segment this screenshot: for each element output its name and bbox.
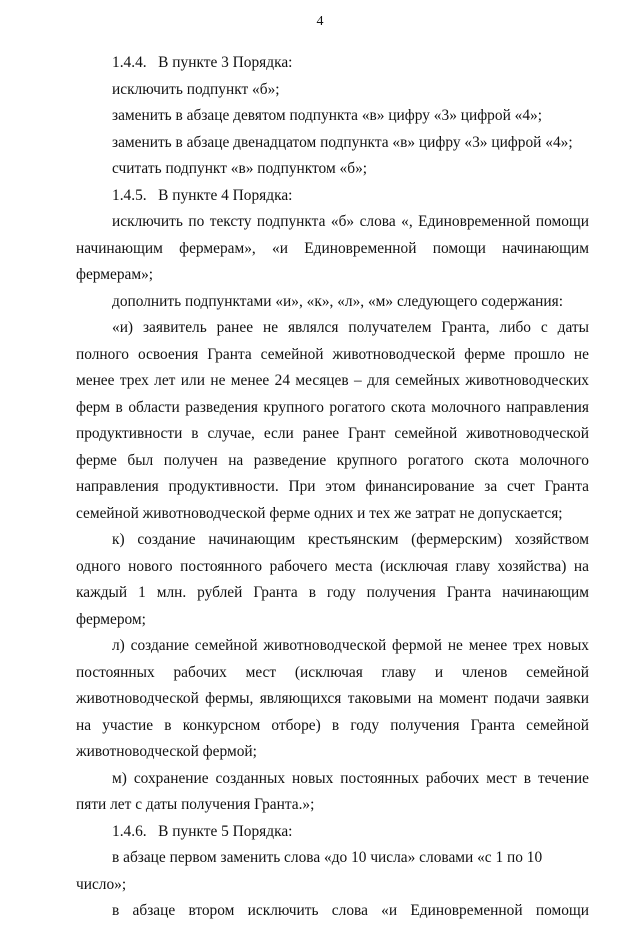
subpoint-k: к) создание начинающим крестьянским (фермерским) хозяйством одного нового постоянного рабочего места (исключая главу хозяйства) на каждый 1 млн. рублей Гранта в году получения Гранта начинающим фермером; bbox=[76, 531, 589, 628]
list-item: считать подпункт «в» подпунктом «б»; bbox=[112, 160, 368, 177]
subpoint-l: л) создание семейной животноводческой фермой не менее трех новых постоянных рабочих мест (исключая главу и членов семейной животноводческой фермы, являющихся таковыми на момент подачи заявки на участие в конкурсном отборе) в году получения Гранта семейной животноводческой фермой; bbox=[76, 637, 589, 760]
list-item: исключить по тексту подпункта «б» слова «, Единовременной помощи начинающим фермерам», «и Единовременной помощи начинающим фермерам»; bbox=[76, 213, 589, 283]
list-item: в абзаце первом заменить слова «до 10 числа» словами «с 1 по 10 число»; bbox=[76, 849, 543, 893]
section-1-4-6-heading: 1.4.6. В пункте 5 Порядка: bbox=[112, 822, 293, 840]
list-item: исключить подпункт «б»; bbox=[112, 80, 280, 98]
list-item: дополнить подпунктами «и», «к», «л», «м» следующего содержания: bbox=[112, 292, 564, 310]
page-number: 4 bbox=[316, 14, 324, 29]
list-item: заменить в абзаце девятом подпункта «в» цифру «3» цифрой «4»; bbox=[112, 107, 543, 124]
subpoint-i: «и) заявитель ранее не являлся получателем Гранта, либо с даты полного освоения Гранта семейной животноводческой ферме прошло не менее трех лет или не менее 24 месяцев – для семейных животноводческих ферм в области разведения крупного рогатого скота молочного направления продуктивности в случае, если ранее Грант семейной животноводческой ферме был получен на разведение крупного рогатого скота молочного направления продуктивности. При этом финансирование за счет Гранта семейной животноводческой ферме одних и тех же затрат не допускается; bbox=[76, 319, 589, 522]
document-body bbox=[76, 50, 589, 925]
subpoint-m: м) сохранение созданных новых постоянных рабочих мест в течение пяти лет с даты получения Гранта.»; bbox=[76, 769, 589, 813]
list-item: заменить в абзаце двенадцатом подпункта «в» цифру «3» цифрой «4»; bbox=[112, 133, 573, 151]
section-1-4-4-heading: 1.4.4. В пункте 3 Порядка: bbox=[112, 54, 293, 71]
section-1-4-5-heading: 1.4.5. В пункте 4 Порядка: bbox=[112, 186, 293, 204]
list-item: в абзаце втором исключить слова «и Единовременной помощи bbox=[112, 902, 589, 919]
